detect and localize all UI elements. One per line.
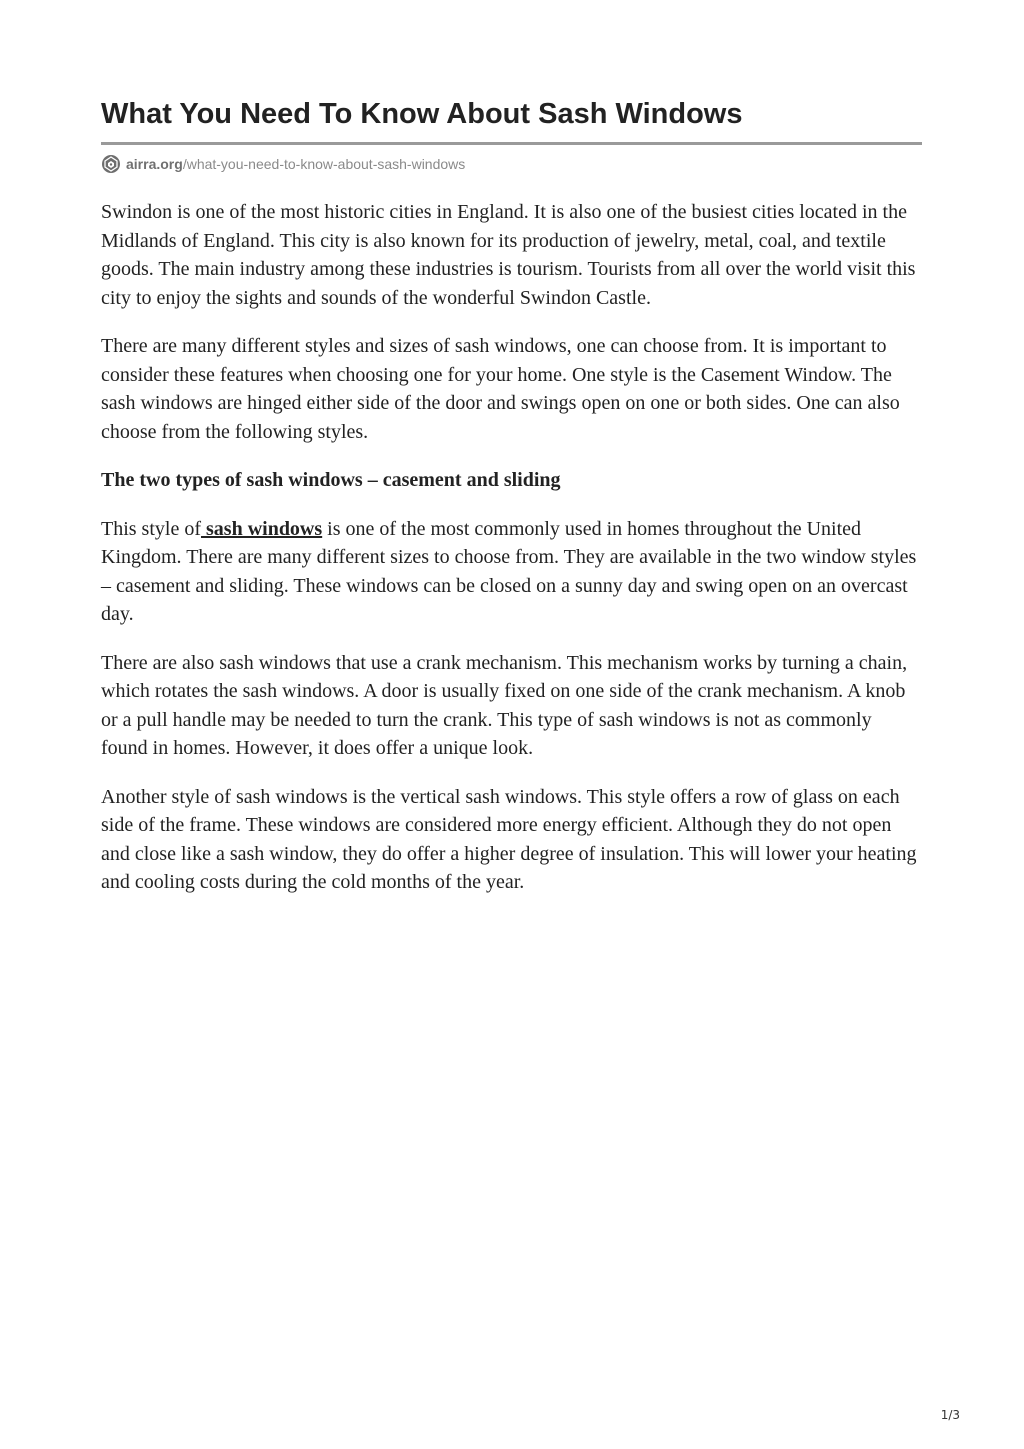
paragraph-3 — [101, 515, 922, 629]
sash-windows-link[interactable]: sash windows — [201, 517, 323, 540]
article-page — [101, 96, 922, 917]
paragraph-2: There are many different styles and sizes of sash windows, one can choose from. It is important to consider these features when choosing one for your home. One style is the Casement Window. The sash windows are hinged either side of the door and swings open on one or both sides. One can also choose from the following styles. — [101, 335, 900, 443]
paragraph-1: Swindon is one of the most historic cities in England. It is also one of the busiest cities located in the Midlands of England. This city is also known for its production of jewelry, metal, coal, and textile goods. The main industry among these industries is tourism. Tourists from all over the world visit this city to enjoy the sights and sounds of the wonderful Swindon Castle. — [101, 201, 916, 309]
paragraph-3-start: This style of — [101, 517, 201, 540]
site-favicon-icon — [101, 154, 121, 174]
source-domain[interactable]: airra.org — [126, 156, 183, 172]
section-heading: The two types of sash windows – casement and sliding — [101, 469, 561, 491]
paragraph-3-rest: is one of the most commonly used in homes throughout the United Kingdom. There are many different sizes to choose from. They are available in the two window styles – casement and sliding. These windows can be closed on a sunny day and swing open on an overcast day. — [101, 517, 917, 625]
paragraph-5: Another style of sash windows is the vertical sash windows. This style offers a row of glass on each side of the frame. These windows are considered more energy efficient. Although they do not open and close like a sash window, they do offer a higher degree of insulation. This will lower your heating and cooling costs during the cold months of the year. — [101, 785, 917, 893]
title-divider — [101, 142, 922, 145]
source-path[interactable]: /what-you-need-to-know-about-sash-windows — [182, 156, 466, 172]
page-number: 1/3 — [940, 1408, 960, 1422]
article-title: What You Need To Know About Sash Windows — [101, 98, 743, 130]
source-line — [101, 154, 922, 174]
paragraph-4: There are also sash windows that use a crank mechanism. This mechanism works by turning a chain, which rotates the sash windows. A door is usually fixed on one side of the crank mechanism. A knob or a pull handle may be needed to turn the crank. This type of sash windows is not as commonly found in homes. However, it does offer a unique look. — [101, 651, 908, 759]
article-body — [101, 198, 922, 897]
